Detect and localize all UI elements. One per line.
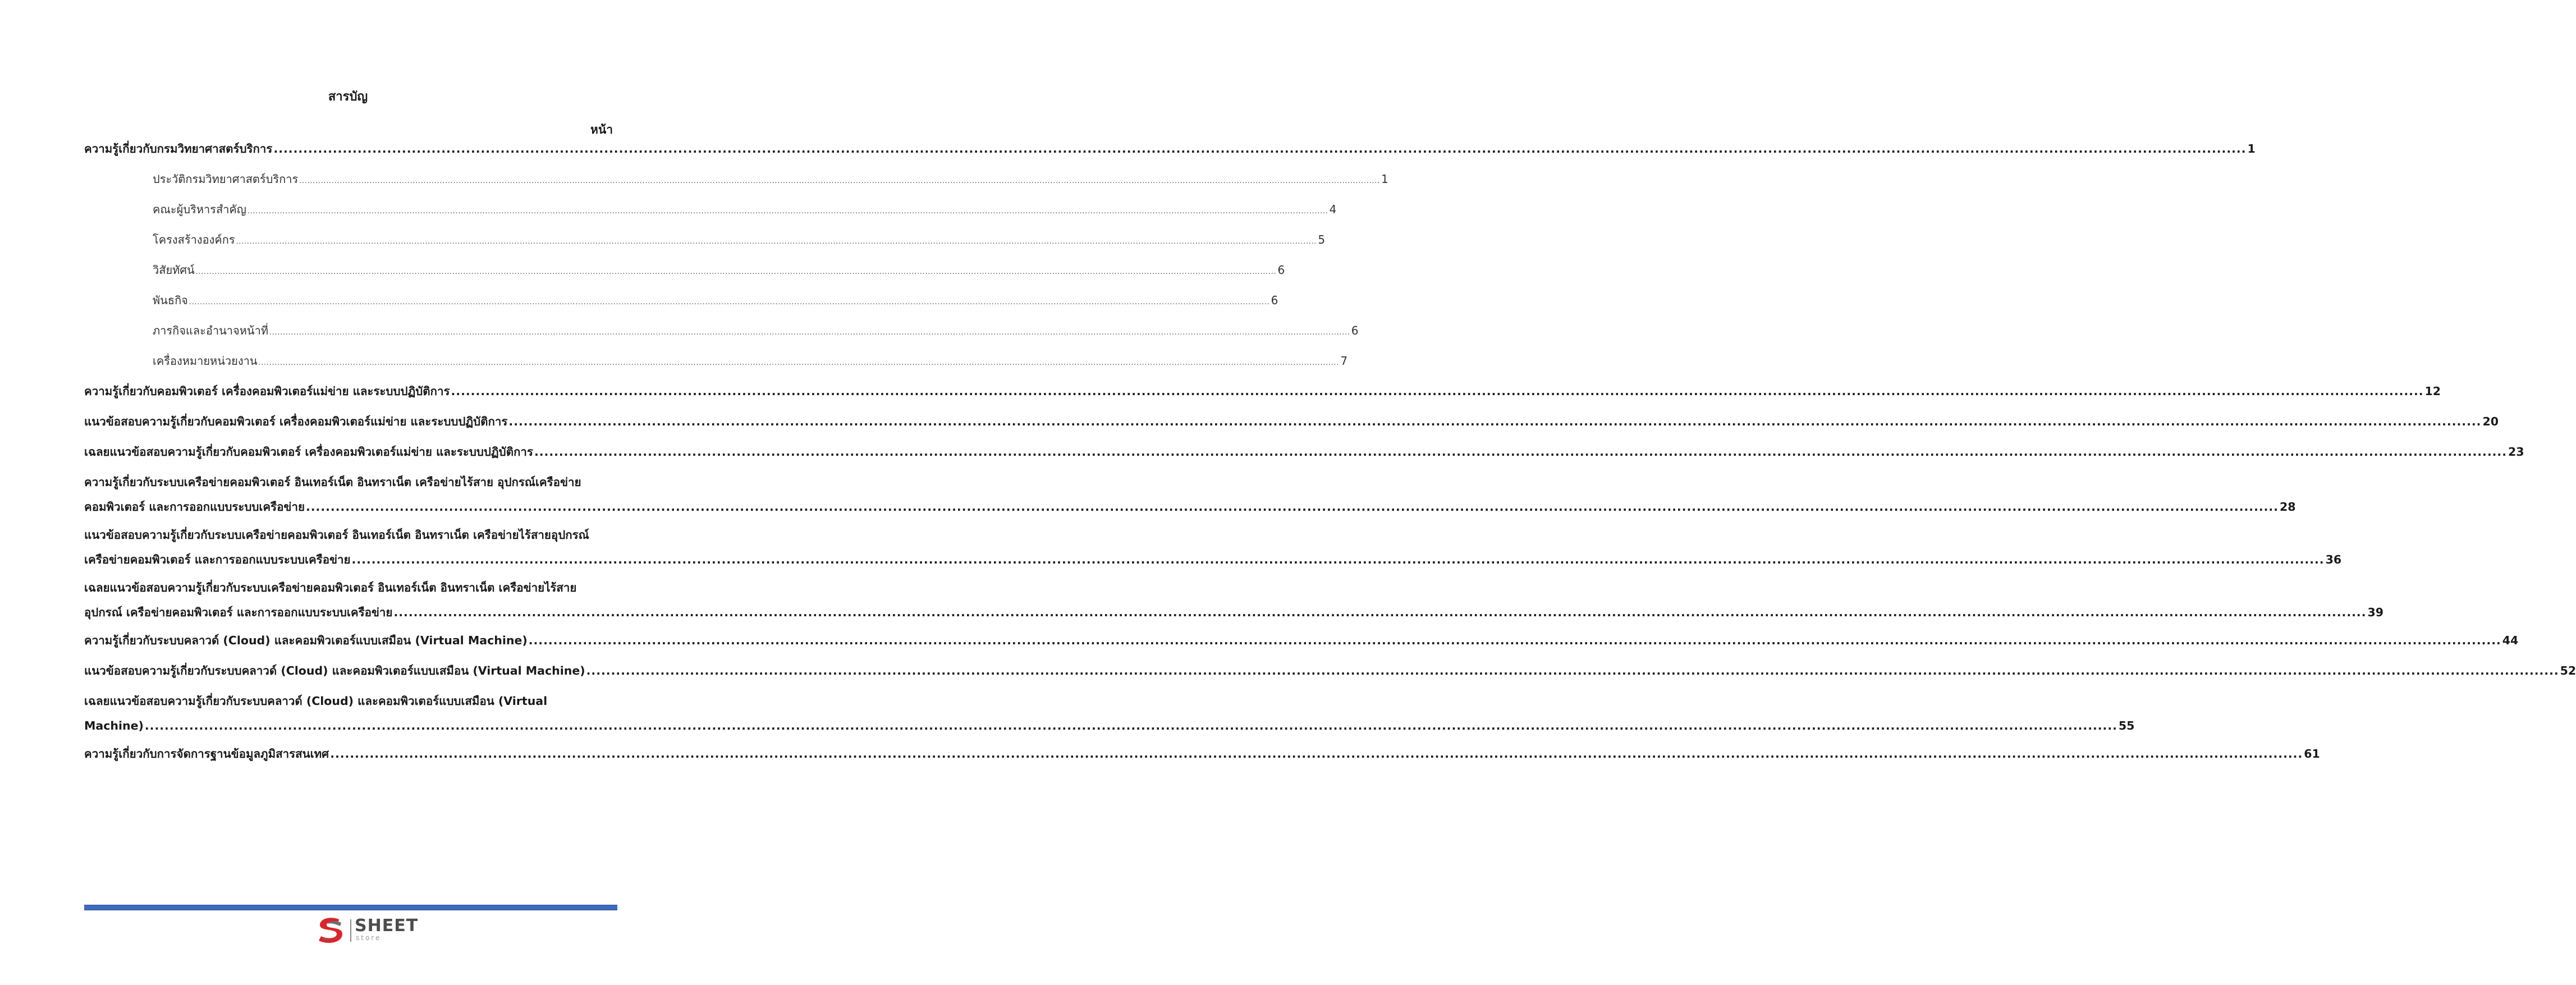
toc-page-number: 1 xyxy=(1381,172,1388,186)
toc-leader-dots: ................................................................................................................................................................................................................................................................................................................................................................................................................ xyxy=(534,445,2507,459)
toc-entry[interactable] xyxy=(84,689,2135,738)
toc-entry-line xyxy=(84,523,613,547)
toc-page-number: 52 xyxy=(2560,664,2576,677)
toc-entry-text: คณะผู้บริหารสำคัญ xyxy=(153,203,246,216)
toc-subentry[interactable] xyxy=(153,227,1326,254)
toc-entry-line xyxy=(84,658,2576,683)
toc-subentry[interactable] xyxy=(153,167,1388,193)
toc-entry[interactable] xyxy=(84,409,2499,434)
toc-subentry[interactable] xyxy=(153,258,1285,284)
toc-entry-text: ความรู้เกี่ยวกับระบบเครือข่ายคอมพิวเตอร์ อินเทอร์เน็ต อินทราเน็ต เครือข่ายไร้สาย อุปกรณ์เครือข่าย xyxy=(84,475,581,489)
toc-page-number: 39 xyxy=(2367,606,2384,619)
toc-entry-line xyxy=(84,628,2519,653)
toc-entry-line xyxy=(84,439,2524,464)
toc-leader-dots: ................................................................................................................................................................................................................................................................................................................................................................................................................ xyxy=(299,177,1380,185)
toc-leader-dots: ................................................................................................................................................................................................................................................................................................................................................................................................................ xyxy=(508,415,2482,428)
toc-entry-line xyxy=(84,547,2342,572)
toc-leader-dots: ................................................................................................................................................................................................................................................................................................................................................................................................................ xyxy=(236,237,1317,245)
toc-page-number: 20 xyxy=(2482,415,2499,428)
toc-entry-line xyxy=(84,494,2296,519)
toc-entry[interactable] xyxy=(84,741,2320,766)
toc-subentry[interactable] xyxy=(153,197,1337,223)
toc-entry[interactable] xyxy=(84,575,2384,625)
toc-entry[interactable] xyxy=(84,379,2441,404)
toc-entry[interactable] xyxy=(84,470,2296,519)
toc-leader-dots: ................................................................................................................................................................................................................................................................................................................................................................................................................ xyxy=(305,500,2279,514)
toc-leader-dots: ................................................................................................................................................................................................................................................................................................................................................................................................................ xyxy=(247,207,1328,215)
toc-entry-text: อุปกรณ์ เครือข่ายคอมพิวเตอร์ และการออกแบบระบบเครือข่าย xyxy=(84,606,393,619)
toc-leader-dots: ................................................................................................................................................................................................................................................................................................................................................................................................................ xyxy=(528,634,2501,647)
toc-entry-line xyxy=(84,379,2441,404)
toc-entry-line xyxy=(84,409,2499,434)
toc-entry[interactable] xyxy=(84,523,2342,572)
toc-subentry[interactable] xyxy=(153,349,1348,375)
toc-page-number: 61 xyxy=(2304,747,2320,760)
toc-entry[interactable] xyxy=(84,439,2524,464)
toc-leader-dots: ................................................................................................................................................................................................................................................................................................................................................................................................................ xyxy=(451,384,2424,398)
toc-leader-dots: ................................................................................................................................................................................................................................................................................................................................................................................................................ xyxy=(144,719,2117,732)
sheet-store-logo xyxy=(314,915,419,945)
toc-entry-text: ความรู้เกี่ยวกับคอมพิวเตอร์ เครื่องคอมพิวเตอร์แม่ข่าย และระบบปฏิบัติการ xyxy=(84,384,450,398)
toc-page-number: 4 xyxy=(1329,203,1337,216)
toc-page-number: 6 xyxy=(1277,263,1285,277)
toc-entry-text: Machine) xyxy=(84,719,144,732)
toc-entry-text: เฉลยแนวข้อสอบความรู้เกี่ยวกับระบบคลาวด์ (Cloud) และคอมพิวเตอร์แบบเสมือน (Virtual xyxy=(84,694,548,708)
toc-page-number: 36 xyxy=(2325,553,2342,566)
toc-entry-text: เฉลยแนวข้อสอบความรู้เกี่ยวกับคอมพิวเตอร์ เครื่องคอมพิวเตอร์แม่ข่าย และระบบปฏิบัติการ xyxy=(84,445,533,459)
toc-leader-dots: ................................................................................................................................................................................................................................................................................................................................................................................................................ xyxy=(351,553,2325,566)
toc-entry-line xyxy=(84,689,613,713)
toc-entry-line xyxy=(153,258,1285,284)
toc-entry-line xyxy=(84,713,2135,738)
toc-page-number: 1 xyxy=(2247,142,2256,155)
toc-entry-line xyxy=(153,318,1359,345)
toc-entry-line xyxy=(84,575,613,600)
toc-leader-dots: ................................................................................................................................................................................................................................................................................................................................................................................................................ xyxy=(586,664,2559,677)
toc-leader-dots: ................................................................................................................................................................................................................................................................................................................................................................................................................ xyxy=(273,142,2247,155)
toc-entry-text: วิสัยทัศน์ xyxy=(153,263,195,277)
toc-entry-text: ความรู้เกี่ยวกับการจัดการฐานข้อมูลภูมิสารสนเทศ xyxy=(84,747,329,760)
toc-entry-line xyxy=(153,227,1326,254)
toc-entry-text: แนวข้อสอบความรู้เกี่ยวกับระบบคลาวด์ (Cloud) และคอมพิวเตอร์แบบเสมือน (Virtual Machine) xyxy=(84,664,585,677)
toc-leader-dots: ................................................................................................................................................................................................................................................................................................................................................................................................................ xyxy=(269,328,1350,336)
toc-entry-line xyxy=(84,600,2384,625)
toc-entry-text: แนวข้อสอบความรู้เกี่ยวกับคอมพิวเตอร์ เครื่องคอมพิวเตอร์แม่ข่าย และระบบปฏิบัติการ xyxy=(84,415,508,428)
page-column-header: หน้า xyxy=(590,123,613,136)
toc-entry[interactable] xyxy=(84,658,2576,683)
logo-divider xyxy=(350,919,351,942)
toc-leader-dots: ................................................................................................................................................................................................................................................................................................................................................................................................................ xyxy=(258,359,1340,366)
toc-page-number: 55 xyxy=(2118,719,2135,732)
toc-entry-line xyxy=(153,288,1278,314)
toc-entry-text: ประวัติกรมวิทยาศาสตร์บริการ xyxy=(153,172,299,186)
toc-page-number: 28 xyxy=(2280,500,2296,514)
toc-entry-text: ความรู้เกี่ยวกับระบบคลาวด์ (Cloud) และคอมพิวเตอร์แบบเสมือน (Virtual Machine) xyxy=(84,634,528,647)
toc-page-number: 7 xyxy=(1340,354,1348,368)
toc-entry-text: ภารกิจและอำนาจหน้าที่ xyxy=(153,324,269,337)
toc-entry-line xyxy=(153,167,1388,193)
toc-entry[interactable] xyxy=(84,628,2519,653)
toc-title: สารบัญ xyxy=(328,90,368,104)
toc-page-number: 5 xyxy=(1318,233,1326,246)
toc-entry-line xyxy=(84,136,2256,161)
toc-leader-dots: ................................................................................................................................................................................................................................................................................................................................................................................................................ xyxy=(393,606,2367,619)
toc-entry-line xyxy=(153,197,1337,223)
toc-entry-line xyxy=(153,349,1348,375)
toc-entry-text: เฉลยแนวข้อสอบความรู้เกี่ยวกับระบบเครือข่ายคอมพิวเตอร์ อินเทอร์เน็ต อินทราเน็ต เครือข่ายไร้สาย xyxy=(84,581,577,594)
toc-leader-dots: ................................................................................................................................................................................................................................................................................................................................................................................................................ xyxy=(189,298,1270,306)
toc-entry-line xyxy=(84,470,613,494)
toc-entry-line xyxy=(84,741,2320,766)
footer-rule xyxy=(84,905,617,910)
toc-entry-text: เครื่องหมายหน่วยงาน xyxy=(153,354,258,368)
toc-leader-dots: ................................................................................................................................................................................................................................................................................................................................................................................................................ xyxy=(195,268,1277,276)
toc-entry-text: แนวข้อสอบความรู้เกี่ยวกับระบบเครือข่ายคอมพิวเตอร์ อินเทอร์เน็ต อินทราเน็ต เครือข่ายไร้สายอุปกรณ์ xyxy=(84,528,589,542)
toc-subentry[interactable] xyxy=(153,288,1278,314)
toc-entry-text: โครงสร้างองค์กร xyxy=(153,233,235,246)
toc-page-number: 12 xyxy=(2424,384,2441,398)
toc-entry[interactable] xyxy=(84,136,2256,161)
toc-leader-dots: ................................................................................................................................................................................................................................................................................................................................................................................................................ xyxy=(330,747,2303,760)
logo-brand-subtext: store xyxy=(356,934,382,942)
toc-entry-text: พันธกิจ xyxy=(153,294,188,307)
toc-entry-text: เครือข่ายคอมพิวเตอร์ และการออกแบบระบบเครือข่าย xyxy=(84,553,351,566)
toc-page-number: 6 xyxy=(1351,324,1359,337)
toc-page-number: 23 xyxy=(2508,445,2524,459)
toc-entry-text: คอมพิวเตอร์ และการออกแบบระบบเครือข่าย xyxy=(84,500,305,514)
toc-subentry[interactable] xyxy=(153,318,1359,345)
toc-entry-text: ความรู้เกี่ยวกับกรมวิทยาศาสตร์บริการ xyxy=(84,142,273,155)
logo-brand-text: SHEET xyxy=(355,916,419,936)
sheet-store-s-icon xyxy=(314,915,348,945)
toc-page-number: 44 xyxy=(2502,634,2519,647)
toc-page-number: 6 xyxy=(1271,294,1278,307)
